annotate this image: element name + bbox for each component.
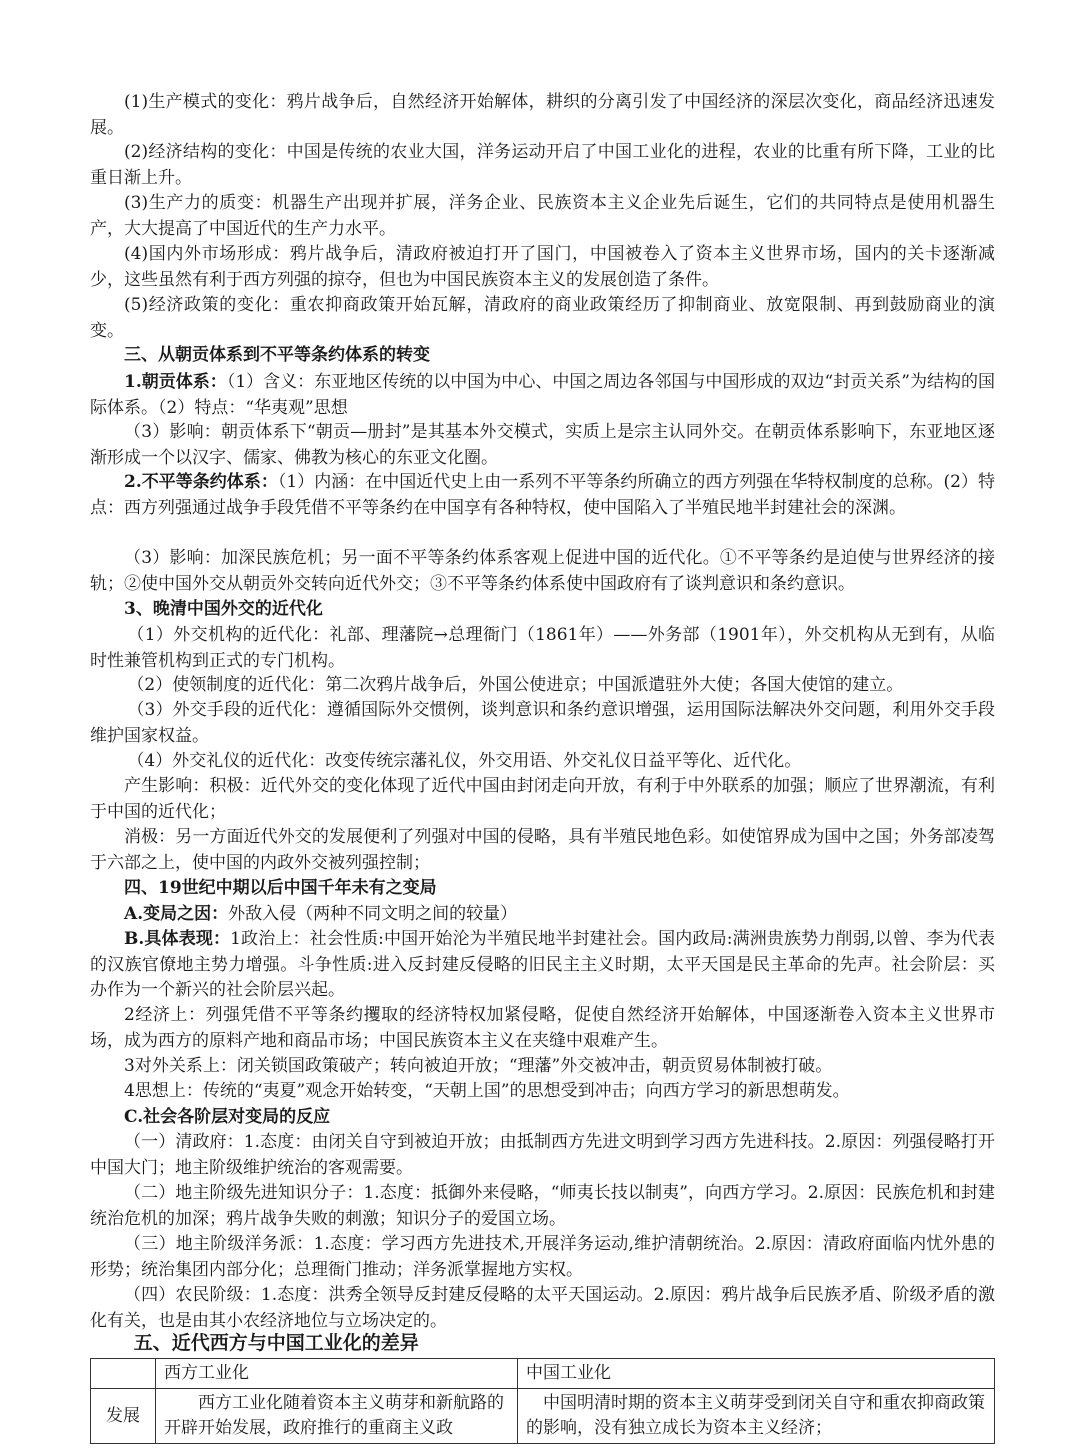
section-4-heading: 四、19世纪中期以后中国千年未有之变局 [124, 878, 437, 898]
unequal-treaty-label: 2.不平等条约体系： [124, 472, 278, 492]
paragraph-economic-structure: (2)经济结构的变化：中国是传统的农业大国，洋务运动开启了中国工业化的进程，农业的比重有所下降，工业的比重日渐上升。 [90, 142, 995, 188]
industrialization-comparison-table [90, 1358, 995, 1444]
paragraph-peasant-class: （四）农民阶级：1.态度：洪秀全领导反封建反侵略的太平天国运动。2.原因：鸦片战争后民族矛盾、阶级矛盾的激化有关，也是由其小农经济地位与立场决定的。 [90, 1285, 995, 1331]
paragraph-advanced-intellectuals: （二）地主阶级先进知识分子：1.态度：抵御外来侵略，“师夷长技以制夷”，向西方学习。2.原因：民族危机和封建统治危机的加深；鸦片战争失败的刺激；知识分子的爱国立场。 [90, 1183, 995, 1229]
table-header-row [91, 1359, 995, 1389]
paragraph-manifestation-foreign: 3对外关系上：闭关锁国政策破产；转向被迫开放；“理藩”外交被冲击，朝贡贸易体制被打破。 [124, 1056, 833, 1076]
section-5-heading: 五、近代西方与中国工业化的差异 [133, 1332, 419, 1354]
paragraph-manifestation-political [90, 927, 995, 1004]
paragraph-diplomatic-etiquette: （4）外交礼仪的近代化：改变传统宗藩礼仪，外交用语、外交礼仪日益平等化、近代化。 [127, 751, 802, 771]
paragraph-envoy-system: （2）使领制度的近代化：第二次鸦片战争后，外国公使进京；中国派遣驻外大使；各国大使馆的建立。 [127, 675, 904, 695]
unequal-treaty-text: （1）内涵：在中国近代史上由一系列不平等条约所确立的西方列强在华特权制度的总称。(2）特点：西方列强通过战争手段凭借不平等条约在中国享有各种特权，使中国陷入了半殖民地半封建社会的深渊。 [90, 472, 996, 518]
tribute-system-text: （1）含义：东亚地区传统的以中国为中心、中国之周边各邻国与中国形成的双边“封贡关系”为结构的国际体系。（2）特点：“华夷观”思想 [90, 372, 995, 418]
paragraph-manifestation-economic: 2经济上：列强凭借不平等条约攫取的经济特权加紧侵略，促使自然经济开始解体，中国逐渐卷入资本主义世界市场，成为西方的原料产地和商品市场；中国民族资本主义在夹缝中艰难产生。 [90, 1005, 995, 1051]
paragraph-tribute-effect: （3）影响：朝贡体系下“朝贡—册封”是其基本外交模式，实质上是宗主认同外交。在朝贡体系影响下，东亚地区逐渐形成一个以汉字、儒家、佛教为核心的东亚文化圈。 [90, 422, 995, 468]
tribute-system-label: 1.朝贡体系： [124, 372, 227, 392]
paragraph-productivity: (3)生产力的质变：机器生产出现并扩展，洋务企业、民族资本主义企业先后诞生，它们的共同特点是使用机器生产，大大提高了中国近代的生产力水平。 [90, 193, 995, 239]
paragraph-positive-impact: 产生影响：积极：近代外交的变化体现了近代中国由封闭走向开放，有利于中外联系的加强；顺应了世界潮流，有利于中国的近代化； [90, 776, 995, 822]
paragraph-negative-impact: 消极：另一方面近代外交的发展便利了列强对中国的侵略，具有半殖民地色彩。如使馆界成为国中之国；外务部凌驾于六部之上，使中国的内政外交被列强控制； [90, 827, 995, 873]
late-qing-diplomacy-heading: 3、晚清中国外交的近代化 [124, 599, 323, 619]
paragraph-diplomatic-institutions: （1）外交机构的近代化：礼部、理藩院→总理衙门（1861年）——外务部（1901年），外交机构从无到有，从临时性兼管机构到正式的专门机构。 [90, 625, 995, 671]
paragraph-market: (4)国内外市场形成：鸦片战争后，清政府被迫打开了国门，中国被卷入了资本主义世界市场，国内的关卡逐渐减少，这些虽然有利于西方列强的掠夺，但也为中国民族资本主义的发展创造了条件。 [90, 244, 995, 290]
paragraph-economic-policy: (5)经济政策的变化：重农抑商政策开始瓦解，清政府的商业政策经历了抑制商业、放宽限制、再到鼓励商业的演变。 [90, 295, 995, 341]
paragraph-change-cause [90, 902, 995, 928]
table-row [91, 1389, 995, 1444]
manifestation-text: 1政治上：社会性质:中国开始沦为半殖民地半封建社会。国内政局:满洲贵族势力削弱,以曾、李为代表的汉族官僚地主势力增强。斗争性质:进入反封建反侵略的旧民主主义时期，太平天国是民主革命的先声。社会阶层：买办作为一个新兴的社会阶层兴起。 [90, 929, 995, 1000]
table-header-cell: 中国工业化 [518, 1359, 995, 1389]
section-3-heading: 三、从朝贡体系到不平等条约体系的转变 [124, 345, 430, 365]
manifestation-label: B.具体表现： [124, 929, 231, 949]
table-header-cell: 西方工业化 [156, 1359, 518, 1389]
paragraph-diplomatic-means: （3）外交手段的近代化：遵循国际外交惯例，谈判意识和条约意识增强，运用国际法解决外交问题，利用外交手段维护国家权益。 [90, 700, 995, 746]
table-cell-china: 中国明清时期的资本主义萌芽受到闭关自守和重农抑商政策的影响，没有独立成长为资本主义经济； [518, 1389, 995, 1444]
table-header-cell [91, 1359, 156, 1389]
table-row-label: 发展 [91, 1389, 156, 1444]
paragraph-tribute-system [90, 370, 995, 421]
change-cause-label: A.变局之因： [124, 904, 229, 924]
paragraph-production-mode: (1)生产模式的变化：鸦片战争后，自然经济开始解体，耕织的分离引发了中国经济的深层次变化，商品经济迅速发展。 [90, 92, 995, 138]
paragraph-unequal-treaty-effect: （3）影响：加深民族危机；另一面不平等条约体系客观上促进中国的近代化。①不平等条约是迫使与世界经济的接轨；②使中国外交从朝贡外交转向近代外交；③不平等条约体系使中国政府有了谈判意识和条约意识。 [90, 548, 995, 594]
paragraph-unequal-treaty [90, 470, 995, 521]
paragraph-manifestation-thought: 4思想上：传统的“夷夏”观念开始转变，“天朝上国”的思想受到冲击；向西方学习的新思想萌发。 [124, 1081, 850, 1101]
change-cause-text: 外敌入侵（两种不同文明之间的较量） [228, 904, 518, 924]
social-reaction-heading: C.社会各阶层对变局的反应 [124, 1107, 331, 1127]
paragraph-westernization-faction: （三）地主阶级洋务派：1.态度：学习西方先进技术,开展洋务运动,维护清朝统治。2.原因：清政府面临内忧外患的形势；统治集团内部分化；总理衙门推动；洋务派掌握地方实权。 [90, 1234, 995, 1280]
table-cell-west: 西方工业化随着资本主义萌芽和新航路的开辟开始发展，政府推行的重商主义政 [156, 1389, 518, 1444]
paragraph-qing-government: （一）清政府：1.态度：由闭关自守到被迫开放；由抵制西方先进文明到学习西方先进科技。2.原因：列强侵略打开中国大门；地主阶级维护统治的客观需要。 [90, 1132, 995, 1178]
